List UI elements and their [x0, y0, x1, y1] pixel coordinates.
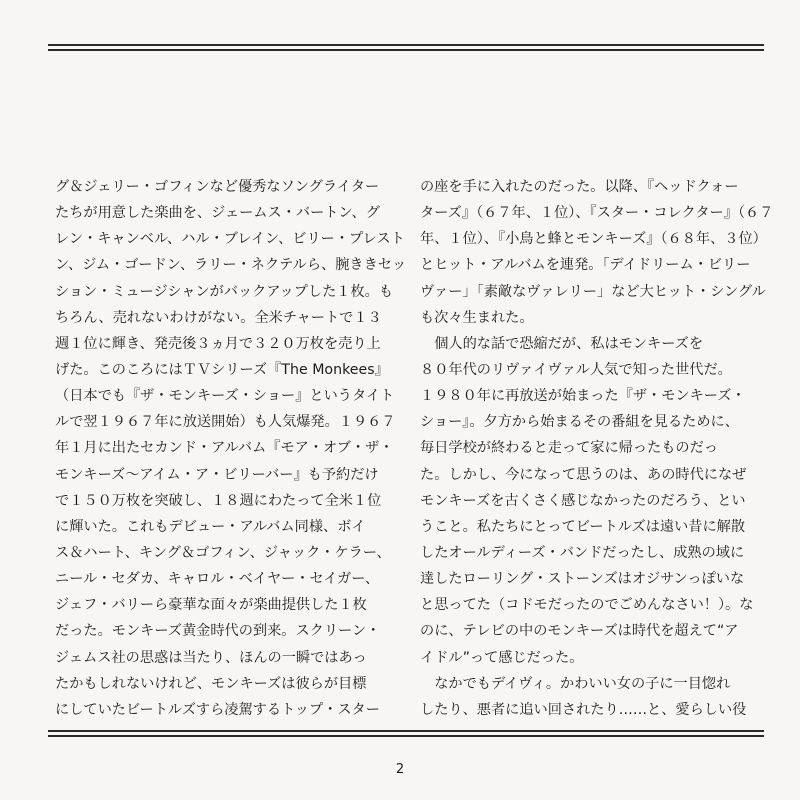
text-line: モンキーズを古くさく感じなかったのだろう、とい [420, 492, 746, 509]
top-double-rule [48, 44, 764, 51]
text-line: も次々生まれた。 [420, 309, 534, 326]
text-line: に輝いた。これもデビュー・アルバム同様、ボイ [55, 518, 366, 535]
text-line: 年１月に出たセカンド・アルバム『モア・オブ・ザ・ [55, 440, 394, 457]
text-line: ルで翌１９６７年に放送開始）も人気爆発。１９６７ [55, 414, 396, 431]
text-line: たかもしれないけれど、モンキーズは彼らが目標 [55, 675, 367, 692]
text-line: なかでもデイヴィ。かわいい女の子に一目惚れ [420, 675, 731, 692]
text-line: ショー』。夕方から始まるその番組を見るために、 [420, 414, 739, 431]
bottom-double-rule [48, 730, 764, 737]
text-line: だった。モンキーズ黄金時代の到来。スクリーン・ [55, 623, 381, 640]
text-line: 個人的な話で恐縮だが、私はモンキーズを [420, 335, 704, 352]
right-text-column [420, 174, 774, 723]
text-line: ション・ミュージシャンがバックアップした１枚。も [55, 283, 394, 300]
left-text-column [55, 174, 407, 723]
text-line: １９８０年に再放送が始まった『ザ・モンキーズ・ [420, 388, 746, 405]
page-number: 2 [395, 762, 405, 777]
text-line: ヴァー」「素敵なヴァレリー」など大ヒット・シングル [420, 283, 766, 300]
text-line: （日本でも『ザ・モンキーズ・ショー』というタイト [55, 388, 395, 405]
text-line: うこと。私たちにとってビートルズは遠い昔に解散 [420, 518, 746, 535]
text-line: とヒット・アルバムを連発。「デイドリーム・ビリー [420, 257, 751, 274]
text-line: したオールディーズ・バンドだったし、成熟の域に [420, 544, 745, 561]
text-line: レン・キャンベル、ハル・ブレイン、ビリー・プレスト [55, 231, 405, 248]
text-line: ８０年代のリヴァイヴァル人気で知った世代だ。 [420, 361, 732, 378]
text-line: のに、テレビの中のモンキーズは時代を超えて“ア [420, 623, 739, 640]
text-line: ターズ』（６７年、１位）、『スター・コレクター』（６７ [420, 205, 774, 222]
text-line: 達したローリング・ストーンズはオジサンっぽいな [420, 571, 745, 588]
text-line: グ＆ジェリー・ゴフィンなど優秀なソングライター [55, 179, 380, 195]
text-line: で１５０万枚を突破し、１８週にわたって全米１位 [55, 492, 382, 509]
text-line: ン、ジム・ゴードン、ラリー・ネクテルら、腕ききセッ [55, 257, 407, 274]
text-line: げた。このころにはＴＶシリーズ『The Monkees』 [55, 361, 389, 378]
text-line: た。しかし、今になって思うのは、あの時代になぜ [420, 466, 747, 483]
text-line: イドル”って感じだった。 [420, 649, 584, 666]
text-line: ちろん、売れないわけがない。全米チャートで１３ [55, 309, 382, 326]
text-line: したり、悪者に追い回されたり……と、愛らしい役 [420, 701, 747, 718]
text-line: ニール・セダカ、キャロル・ベイヤー・セイガー、 [55, 571, 380, 588]
text-line: 週１位に輝き、発売後３ヵ月で３２０万枚を売り上 [55, 335, 381, 352]
text-line: ジェムス社の思惑は当たり、ほんの一瞬ではあっ [55, 649, 367, 666]
text-line: 毎日学校が終わると走って家に帰ったものだっ [420, 440, 718, 457]
text-line: たちが用意した楽曲を、ジェームス・バートン、グ [55, 205, 380, 222]
text-line: と思ってた（コドモだったのでごめんなさい！）。な [420, 597, 754, 614]
text-line: ス＆ハート、キング＆ゴフィン、ジャック・ケラー、 [55, 544, 391, 561]
text-line: の座を手に入れたのだった。以降、『ヘッドクォー [420, 179, 739, 195]
text-line: ジェフ・バリーら豪華な面々が楽曲提供した１枚 [55, 597, 367, 614]
text-line: にしていたビートルズすら凌駕するトップ・スター [55, 701, 380, 718]
text-line: モンキーズ〜アイム・ア・ビリーバー』も予約だけ [55, 466, 379, 483]
text-line: 年、１位）、『小鳥と蜂とモンキーズ』（６８年、３位） [420, 231, 767, 248]
